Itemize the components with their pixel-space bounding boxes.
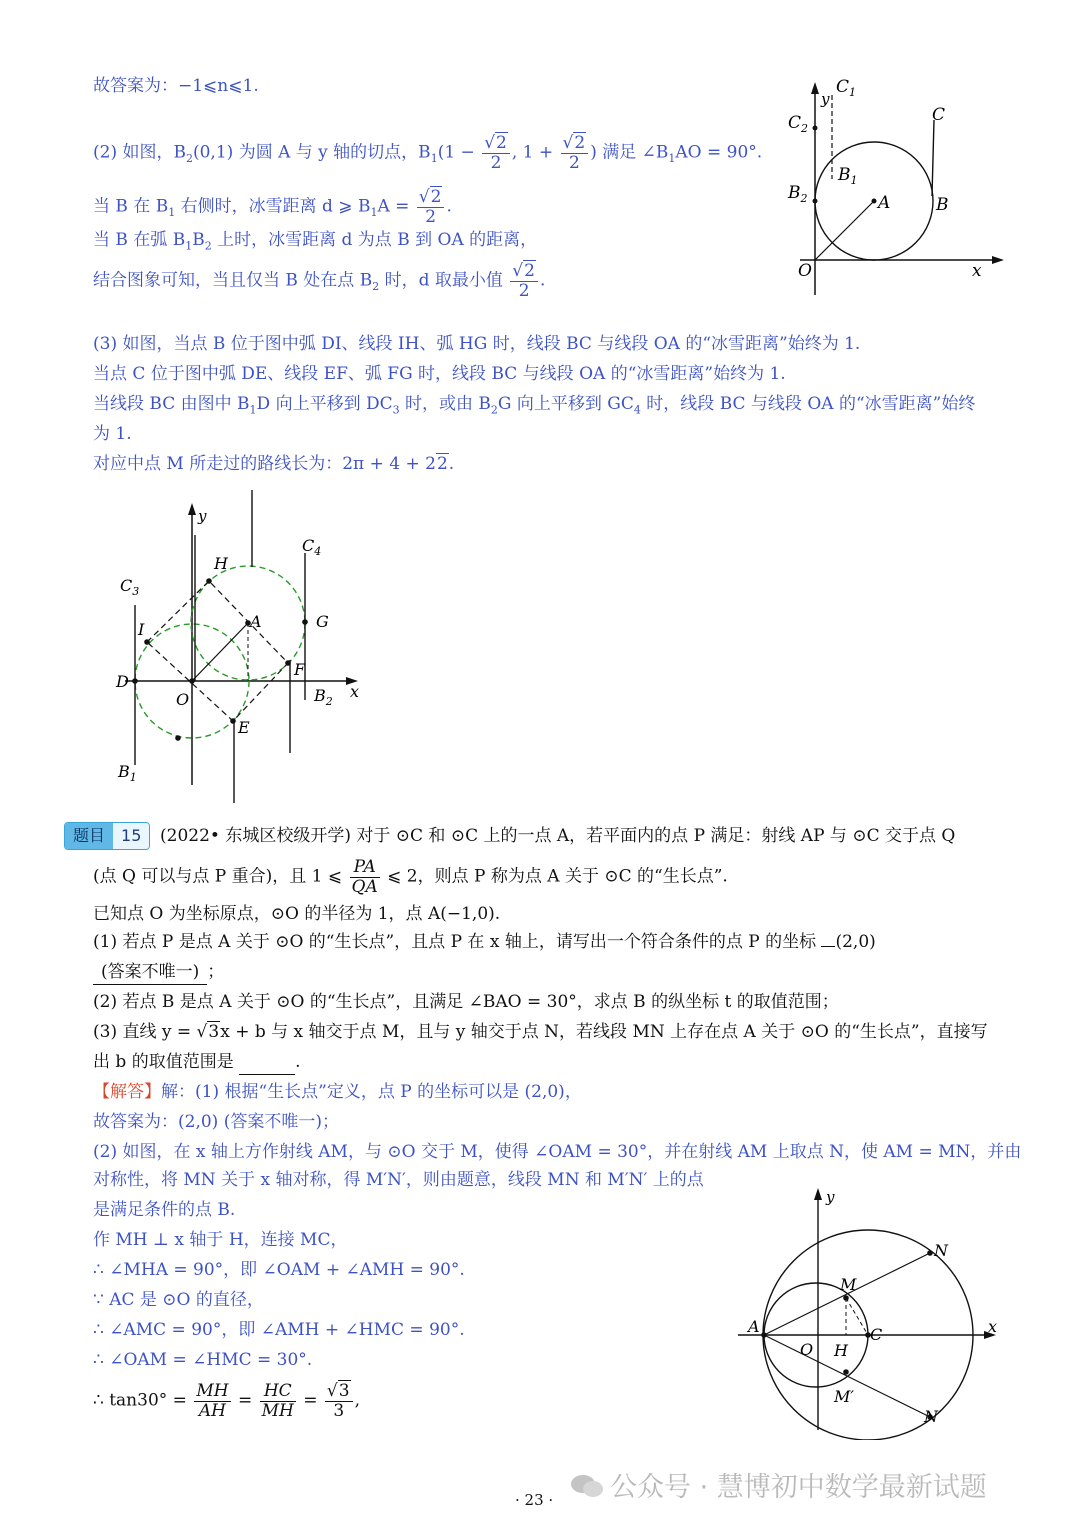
problem-question-1: (1) 若点 P 是点 A 关于 ⊙O 的“生长点”，且点 P 在 x 轴上，请写出一个符合条件的点 P 的坐标 (2,0) bbox=[93, 932, 876, 952]
answer-1b: (答案不唯一) bbox=[93, 960, 207, 985]
label-n: N bbox=[934, 1241, 948, 1260]
problem-question-2: (2) 若点 B 是点 A 关于 ⊙O 的“生长点”，且满足 ∠BAO = 30°，求点 B 的纵坐标 t 的取值范围； bbox=[93, 992, 839, 1012]
problem-line-1: (2022• 东城区校级开学) 对于 ⊙C 和 ⊙C 上的一点 A，若平面内的点 P 满足：射线 AP 与 ⊙C 交于点 Q bbox=[160, 826, 956, 846]
problem-line-3: 已知点 O 为坐标原点，⊙O 的半径为 1，点 A(−1,0). bbox=[93, 904, 501, 924]
label-a: A bbox=[748, 1317, 760, 1336]
label-y-axis: y bbox=[826, 1188, 835, 1206]
x-axis-arrow bbox=[992, 256, 1004, 264]
solution-line-6: 作 MH ⊥ x 轴于 H，连接 MC， bbox=[93, 1230, 348, 1250]
solution-line-3: (2) 如图，在 x 轴上方作射线 AM，与 ⊙O 交于 M，使得 ∠OAM = 30°，并在射线 AM 上取点 N，使 AM = MN，并由 bbox=[93, 1142, 1022, 1162]
label-o: O bbox=[800, 1340, 814, 1359]
dashed-boundary bbox=[147, 581, 288, 721]
label-a: A bbox=[878, 193, 891, 213]
problem-question-3-cont: 出 b 的取值范围是 . bbox=[93, 1050, 301, 1075]
label-m-prime: M′ bbox=[834, 1387, 855, 1406]
point-a bbox=[761, 1332, 767, 1338]
answer-blank-3 bbox=[239, 1050, 295, 1075]
solution-part3-line4: 为 1. bbox=[93, 424, 132, 444]
label-h: H bbox=[834, 1341, 848, 1360]
label-c: C bbox=[932, 105, 946, 125]
label-y-axis: y bbox=[198, 507, 207, 525]
segment-oa bbox=[815, 201, 874, 260]
solution-line-2: 故答案为：(2,0) (答案不唯一)； bbox=[93, 1112, 339, 1132]
problem-line-2: (点 Q 可以与点 P 重合)，且 1 ⩽ $\frac{PA}{QA}$ ⩽ 2，则点 P 称为点 A 关于 ⊙C 的“生长点”. bbox=[93, 857, 728, 897]
label-b2: $B_2$ bbox=[314, 686, 333, 708]
label-o: O bbox=[176, 690, 190, 709]
label-b2: $B_2$ bbox=[788, 183, 808, 205]
label-x-axis: x bbox=[988, 1317, 998, 1336]
y-axis-arrow bbox=[811, 82, 819, 94]
label-d: D bbox=[116, 672, 129, 691]
figure-circle-a-tangent bbox=[770, 70, 1020, 310]
wechat-icon bbox=[570, 1473, 604, 1499]
point-d bbox=[132, 678, 138, 684]
solution-line-10: ∴ ∠OAM = ∠HMC = 30°. bbox=[93, 1350, 313, 1370]
problem-question-1-cont: (答案不唯一) ； bbox=[93, 960, 224, 985]
answer-1a: (2,0) bbox=[835, 932, 876, 952]
label-m: M bbox=[840, 1275, 857, 1294]
point-n bbox=[927, 1250, 933, 1256]
solution-part3-line2: 当点 C 位于图中弧 DE、线段 EF、弧 FG 时，线段 BC 与线段 OA 的“冰雪距离”始终为 1. bbox=[93, 364, 786, 384]
solution-part2-line4: 结合图象可知，当且仅当 B 处在点 $B_2$ 时，d 取最小值 $\frac{√2}{2}$ . bbox=[93, 261, 546, 301]
solution-line-1: 【解答】解：(1) 根据“生长点”定义，点 P 的坐标可以是 (2,0)， bbox=[93, 1082, 582, 1102]
y-axis-arrow bbox=[188, 503, 196, 515]
point-e bbox=[230, 718, 236, 724]
label-x-axis: x bbox=[972, 261, 982, 281]
segment-oa bbox=[192, 623, 248, 681]
point-g bbox=[302, 619, 308, 625]
label-h: H bbox=[214, 554, 228, 573]
solution-part3-line3: 当线段 BC 由图中 $B_1D$ 向上平移到 $DC_3$ 时，或由 $B_2G$ 向上平移到 $GC_4$ 时，线段 BC 与线段 OA 的“冰雪距离”始终 bbox=[93, 394, 976, 417]
solution-line-5: 是满足条件的点 B. bbox=[93, 1200, 236, 1220]
label-b: B bbox=[936, 195, 949, 215]
solution-part2-line2: 当 B 在 $B_1$ 右侧时，冰雪距离 d ⩾ $B_1A$ = $\frac{√2}{2}$ . bbox=[93, 187, 452, 227]
label-a: A bbox=[250, 612, 262, 631]
label-e: E bbox=[238, 718, 250, 737]
point-f bbox=[285, 660, 291, 666]
problem-tag-number: 15 bbox=[113, 823, 149, 849]
problem-tag bbox=[64, 822, 150, 850]
segment-bc bbox=[932, 120, 934, 196]
point-i bbox=[144, 639, 150, 645]
label-o: O bbox=[798, 261, 812, 281]
label-b1: $B_1$ bbox=[118, 762, 137, 784]
solution-line-11: ∴ tan30° = $\frac{MH}{AH}$ = $\frac{HC}{MH}$ = $\frac{√3}{3}$ , bbox=[93, 1381, 360, 1421]
solution-part2-line1: (2) 如图，$B_2(0,1)$ 为圆 A 与 y 轴的切点，$B_1(1$ − $\frac{√2}{2}$ , 1 + $\frac{√2}{2}$ ) 满足 $\angle B_1AO = 90^\circ$. bbox=[93, 133, 763, 173]
point-m-prime bbox=[843, 1369, 849, 1375]
y-axis-arrow bbox=[814, 1188, 822, 1200]
label-c4: $C_4$ bbox=[302, 536, 322, 558]
solution-line-9: ∴ ∠AMC = 90°，即 ∠AMH + ∠HMC = 90°. bbox=[93, 1320, 465, 1340]
label-f: F bbox=[294, 660, 306, 679]
label-c3: $C_3$ bbox=[120, 576, 140, 598]
point-b2 bbox=[813, 199, 818, 204]
point-bottom bbox=[175, 735, 181, 741]
page-number: · 23 · bbox=[515, 1491, 554, 1509]
label-i: I bbox=[138, 620, 145, 639]
answer-line-1: 故答案为：−1⩽n⩽1. bbox=[93, 76, 259, 96]
label-c1: $C_1$ bbox=[836, 77, 857, 99]
label-c2: $C_2$ bbox=[788, 113, 809, 135]
solution-line-8: ∵ AC 是 ⊙O 的直径， bbox=[93, 1290, 264, 1310]
problem-question-3: (3) 直线 y = √3x + b 与 x 轴交于点 M，且与 y 轴交于点 N，若线段 MN 上存在点 A 关于 ⊙O 的“生长点”，直接写 bbox=[93, 1022, 988, 1042]
point-a bbox=[872, 199, 877, 204]
point-o bbox=[189, 678, 195, 684]
point-m bbox=[843, 1295, 849, 1301]
label-x-axis: x bbox=[350, 682, 360, 701]
label-b1: $B_1$ bbox=[838, 165, 858, 187]
problem-tag-label: 题目 bbox=[65, 823, 113, 849]
figure-growth-points bbox=[730, 1180, 1020, 1440]
solution-line-7: ∴ ∠MHA = 90°，即 ∠OAM + ∠AMH = 90°. bbox=[93, 1260, 465, 1280]
label-y-axis: y bbox=[821, 90, 830, 108]
solution-line-4: 对称性，将 MN 关于 x 轴对称，得 M′N′，则由题意，线段 MN 和 M′N′ 上的点 bbox=[93, 1170, 704, 1190]
solution-part2-line3: 当 B 在弧 $B_1B_2$ 上时，冰雪距离 d 为点 B 到 OA 的距离， bbox=[93, 230, 538, 253]
label-c: C bbox=[870, 1325, 883, 1344]
solution-part3-line5: 对应中点 M 所走过的路线长为：2π + 4 + 22. bbox=[93, 454, 455, 474]
watermark: 公众号 · 慧博初中数学最新试题 bbox=[570, 1465, 987, 1504]
label-n-prime: N′ bbox=[924, 1407, 942, 1426]
solution-part3-line1: (3) 如图，当点 B 位于图中弧 DI、线段 IH、弧 HG 时，线段 BC 与线段 OA 的“冰雪距离”始终为 1. bbox=[93, 334, 861, 354]
point-h bbox=[206, 578, 212, 584]
point-c2 bbox=[813, 126, 818, 131]
label-g: G bbox=[316, 612, 329, 631]
figure-frozen-distance-path bbox=[110, 485, 380, 805]
